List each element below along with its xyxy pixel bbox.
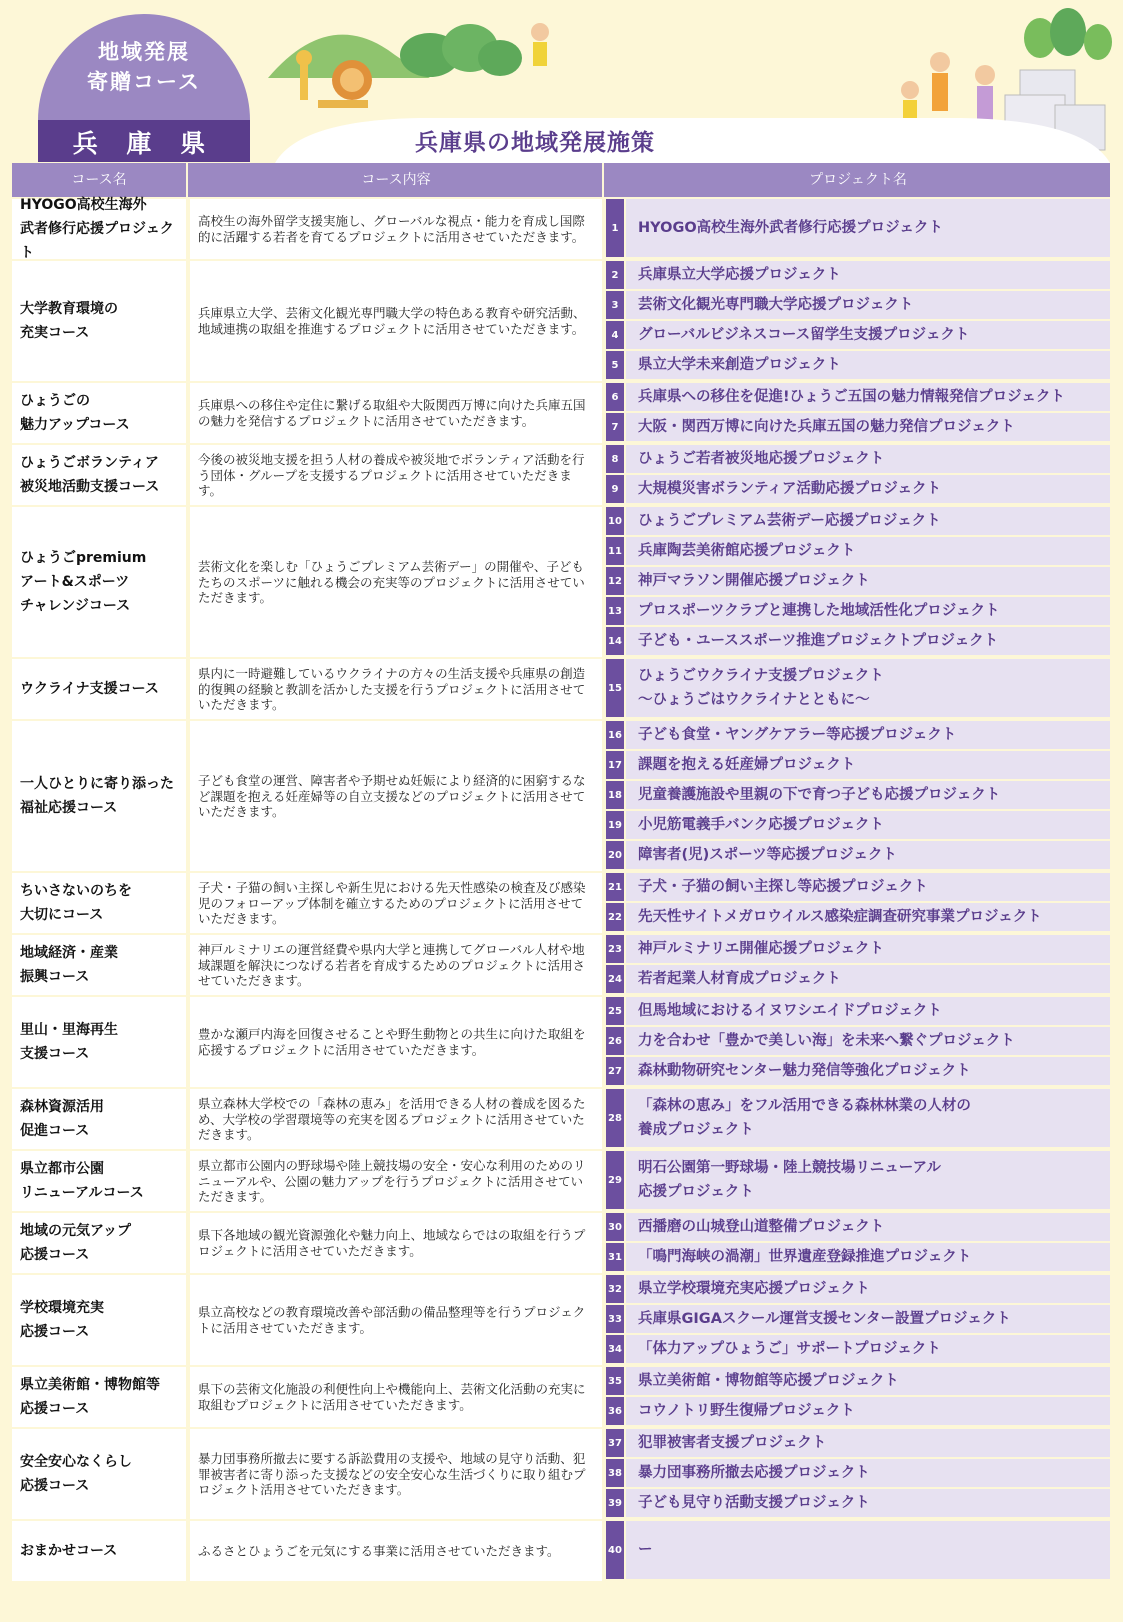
course-description: 暴力団事務所撤去に要する訴訟費用の支援や、地域の見守り活動、犯罪被害者に寄り添った支援などの安全安心な生活づくりに取り組むプロジェクト活用させていただきます。 [198,1450,586,1497]
person-illustration [531,23,549,41]
table-row [12,1275,1110,1367]
course-name-cell [12,383,188,443]
project-item [606,1275,1110,1303]
project-list [606,1213,1110,1273]
course-name: 一人ひとりに寄り添った 福祉応援コース [20,776,174,816]
project-item [606,841,1110,869]
mother-illustration [975,65,995,85]
project-name: 神戸マラソン開催応援プロジェクト [626,567,1110,595]
course-description: 高校生の海外留学支援実施し、グローバルな視点・能力を育成し国際的に活躍する若者を育てるプロジェクトに活用させていただきます。 [198,213,585,244]
course-name-cell [12,1275,188,1365]
project-name: 若者起業人材育成プロジェクト [626,965,1110,993]
project-name: ひょうごウクライナ支援プロジェクト 〜ひょうごはウクライナとともに〜 [626,659,1110,717]
table-row [12,383,1110,445]
course-name-cell [12,1521,188,1581]
course-description-cell [190,261,604,381]
project-item [606,873,1110,901]
course-description-cell [190,721,604,871]
project-number-badge: 28 [606,1089,624,1147]
badge-title-line1: 地域発展 [98,40,190,64]
course-name-cell [12,1089,188,1149]
project-name: 子ども見守り活動支援プロジェクト [626,1489,1110,1517]
course-name: 安全安心なくらし 応援コース [20,1454,132,1494]
project-item [606,1335,1110,1363]
project-item [606,321,1110,349]
course-name: 県立美術館・博物館等 応援コース [20,1377,160,1417]
project-number-badge: 3 [606,291,624,319]
table-row [12,1429,1110,1521]
project-name: プロスポーツクラブと連携した地域活性化プロジェクト [626,597,1110,625]
course-name-cell [12,1213,188,1273]
project-item [606,965,1110,993]
project-item [606,1489,1110,1517]
course-name: ひょうごpremium アート&スポーツ チャレンジコース [20,550,147,614]
project-number-badge: 21 [606,873,624,901]
project-name: ー [626,1521,1110,1579]
tree-illustration [1084,24,1112,60]
course-description: 県下各地域の観光資源強化や魅力向上、地域ならではの取組を行うプロジェクトに活用させていただきます。 [198,1227,586,1258]
project-item [606,903,1110,931]
project-number-badge: 8 [606,445,624,473]
project-name: 兵庫陶芸美術館応援プロジェクト [626,537,1110,565]
course-table [12,163,1110,1583]
project-name: 子ども食堂・ヤングケアラー等応援プロジェクト [626,721,1110,749]
course-name-cell [12,721,188,871]
course-description-cell [190,873,604,933]
project-number-badge: 34 [606,1335,624,1363]
badge-prefecture: 兵 庫 県 [72,129,216,158]
project-name: 小児筋電義手バンク応援プロジェクト [626,811,1110,839]
project-name: 児童養護施設や里親の下で育つ子ども応援プロジェクト [626,781,1110,809]
project-item [606,1213,1110,1241]
project-list [606,199,1110,259]
project-number-badge: 7 [606,413,624,441]
project-name: 但馬地域におけるイヌワシエイドプロジェクト [626,997,1110,1025]
table-row [12,261,1110,383]
course-description: 子ども食堂の運営、障害者や予期せぬ妊娠により経済的に困窮するなど課題を抱える妊産婦等の自立支援などのプロジェクトに活用させていただきます。 [198,772,586,819]
header-project-name: プロジェクト名 [809,172,907,188]
badge-title-line2: 寄贈コース [87,70,201,94]
course-description-cell [190,383,604,443]
page-title: 兵庫県の地域発展施策 [415,130,655,156]
project-name: 子ども・ユーススポーツ推進プロジェクトプロジェクト [626,627,1110,655]
course-name-cell [12,199,188,259]
project-name: 森林動物研究センター魅力発信等強化プロジェクト [626,1057,1110,1085]
page-header [0,0,1123,165]
project-item [606,1151,1110,1209]
project-name: 「鳴門海峡の渦潮」世界遺産登録推進プロジェクト [626,1243,1110,1271]
project-number-badge: 24 [606,965,624,993]
tree-illustration [478,40,522,76]
project-item [606,1305,1110,1333]
project-number-badge: 26 [606,1027,624,1055]
project-number-badge: 29 [606,1151,624,1209]
course-name-cell [12,1151,188,1211]
project-list [606,261,1110,381]
project-number-badge: 38 [606,1459,624,1487]
project-name: 県立学校環境充実応援プロジェクト [626,1275,1110,1303]
course-name-cell [12,873,188,933]
course-description: ふるさとひょうごを元気にする事業に活用させていただきます。 [198,1543,560,1559]
project-number-badge: 10 [606,507,624,535]
project-item [606,1057,1110,1085]
project-name: グローバルビジネスコース留学生支援プロジェクト [626,321,1110,349]
project-item [606,811,1110,839]
project-list [606,1275,1110,1365]
project-item [606,721,1110,749]
project-list [606,997,1110,1087]
project-name: 「森林の恵み」をフル活用できる森林林業の人材の 養成プロジェクト [626,1089,1110,1147]
course-description-cell [190,1213,604,1273]
course-description-cell [190,199,604,259]
project-name: 課題を抱える妊産婦プロジェクト [626,751,1110,779]
header-course-content: コース内容 [190,163,604,197]
project-name: 大阪・関西万博に向けた兵庫五国の魅力発信プロジェクト [626,413,1110,441]
project-name: 県立美術館・博物館等応援プロジェクト [626,1367,1110,1395]
course-description: 兵庫県への移住や定住に繋げる取組や大阪関西万博に向けた兵庫五国の魅力を発信するプロジェクトに活用させていただきます。 [198,397,586,428]
course-name: 地域の元気アップ 応援コース [20,1223,132,1263]
course-description: 神戸ルミナリエの運営経費や県内大学と連携してグローバル人材や地域課題を解決につなげる若者を育成するためのプロジェクトに活用させていただきます。 [198,941,586,988]
course-description: 県立高校などの教育環境改善や部活動の備品整理等を行うプロジェクトに活用させていただきます。 [198,1304,586,1335]
project-item [606,1459,1110,1487]
course-name: 学校環境充実 応援コース [20,1300,104,1340]
course-description-cell [190,1275,604,1365]
course-name-cell [12,935,188,995]
project-name: 兵庫県への移住を促進!ひょうご五国の魅力情報発信プロジェクト [626,383,1110,411]
project-list [606,507,1110,657]
project-name: HYOGO高校生海外武者修行応援プロジェクト [626,199,1110,257]
project-item [606,291,1110,319]
project-number-badge: 17 [606,751,624,779]
project-item [606,997,1110,1025]
course-description-cell [190,1151,604,1211]
project-number-badge: 9 [606,475,624,503]
table-row [12,1521,1110,1583]
course-name: ウクライナ支援コース [20,681,159,697]
project-list [606,659,1110,719]
course-description: 芸術文化を楽しむ「ひょうごプレミアム芸術デー」の開催や、子どもたちのスポーツに触れる機会の充実等のプロジェクトに活用させていただきます。 [198,558,585,605]
project-number-badge: 23 [606,935,624,963]
project-number-badge: 19 [606,811,624,839]
table-row [12,1089,1110,1151]
course-description-cell [190,445,604,505]
project-name: 子犬・子猫の飼い主探し等応援プロジェクト [626,873,1110,901]
course-description: 県下の芸術文化施設の利便性向上や機能向上、芸術文化活動の充実に取組むプロジェクトに活用させていただきます。 [198,1381,586,1412]
course-description-cell [190,1429,604,1519]
project-name: コウノトリ野生復帰プロジェクト [626,1397,1110,1425]
table-row [12,1213,1110,1275]
project-number-badge: 25 [606,997,624,1025]
project-item [606,659,1110,717]
project-number-badge: 6 [606,383,624,411]
project-number-badge: 18 [606,781,624,809]
project-item [606,597,1110,625]
project-name: 兵庫県GIGAスクール運営支援センター設置プロジェクト [626,1305,1110,1333]
course-description-cell [190,997,604,1087]
table-row [12,935,1110,997]
course-name: 大学教育環境の 充実コース [20,301,118,341]
project-number-badge: 16 [606,721,624,749]
project-list [606,445,1110,505]
project-list [606,383,1110,443]
project-name: 神戸ルミナリエ開催応援プロジェクト [626,935,1110,963]
project-item [606,413,1110,441]
project-item [606,351,1110,379]
project-item [606,445,1110,473]
project-item [606,751,1110,779]
project-item [606,507,1110,535]
project-number-badge: 39 [606,1489,624,1517]
course-description-cell [190,1367,604,1427]
project-list [606,1089,1110,1149]
fence-illustration [318,100,368,108]
project-number-badge: 14 [606,627,624,655]
project-number-badge: 4 [606,321,624,349]
project-number-badge: 35 [606,1367,624,1395]
project-name: 兵庫県立大学応援プロジェクト [626,261,1110,289]
table-row [12,1151,1110,1213]
course-description: 県内に一時避難しているウクライナの方々の生活支援や兵庫県の創造的復興の経験と教訓を活かした支援を行うプロジェクトに活用させていただきます。 [198,665,586,712]
project-number-badge: 12 [606,567,624,595]
project-number-badge: 5 [606,351,624,379]
course-name-cell [12,261,188,381]
course-description-cell [190,1521,604,1581]
project-number-badge: 22 [606,903,624,931]
project-item [606,199,1110,257]
tree-illustration [1050,8,1086,56]
project-item [606,1243,1110,1271]
table-row [12,997,1110,1089]
course-name-cell [12,507,188,657]
project-name: 障害者(児)スポーツ等応援プロジェクト [626,841,1110,869]
project-list [606,1367,1110,1427]
project-list [606,1521,1110,1581]
project-item [606,1027,1110,1055]
project-name: 「体力アップひょうご」サポートプロジェクト [626,1335,1110,1363]
project-number-badge: 36 [606,1397,624,1425]
course-name: 里山・里海再生 支援コース [20,1022,118,1062]
course-name-cell [12,659,188,719]
course-name-cell [12,1429,188,1519]
project-number-badge: 32 [606,1275,624,1303]
project-number-badge: 20 [606,841,624,869]
project-item [606,261,1110,289]
project-number-badge: 33 [606,1305,624,1333]
course-description-cell [190,1089,604,1149]
project-name: 県立大学未来創造プロジェクト [626,351,1110,379]
project-item [606,781,1110,809]
project-item [606,1429,1110,1457]
project-name: 西播磨の山城登山道整備プロジェクト [626,1213,1110,1241]
project-name: 明石公園第一野球場・陸上競技場リニューアル 応援プロジェクト [626,1151,1110,1209]
project-number-badge: 40 [606,1521,624,1579]
project-item [606,383,1110,411]
project-name: 先天性サイトメガロウイルス感染症調査研究事業プロジェクト [626,903,1110,931]
project-number-badge: 37 [606,1429,624,1457]
project-name: 力を合わせ「豊かで美しい海」を未来へ繋ぐプロジェクト [626,1027,1110,1055]
project-list [606,935,1110,995]
course-badge [38,14,250,162]
project-item [606,567,1110,595]
project-number-badge: 30 [606,1213,624,1241]
table-row [12,873,1110,935]
course-name-cell [12,445,188,505]
course-name-cell [12,1367,188,1427]
table-row [12,659,1110,721]
project-list [606,1151,1110,1211]
project-item [606,935,1110,963]
course-description: 県立森林大学校での「森林の恵み」を活用できる人材の養成を図るため、大学校の学習環境等の充実を図るプロジェクトに活用させていただきます。 [198,1095,586,1142]
project-number-badge: 13 [606,597,624,625]
course-name: ひょうごボランティア 被災地活動支援コース [20,455,160,495]
project-number-badge: 11 [606,537,624,565]
table-body [12,199,1110,1583]
course-description-cell [190,659,604,719]
project-list [606,873,1110,933]
project-number-badge: 31 [606,1243,624,1271]
table-row [12,721,1110,873]
project-item [606,537,1110,565]
table-row [12,1367,1110,1429]
table-row [12,445,1110,507]
course-description: 今後の被災地支援を担う人材の養成や被災地でボランティア活動を行う団体・グループを支援するプロジェクトに活用させていただきます。 [198,451,585,498]
project-item [606,475,1110,503]
course-description-cell [190,935,604,995]
project-number-badge: 2 [606,261,624,289]
project-item [606,1521,1110,1579]
course-name: 地域経済・産業 振興コース [20,945,118,985]
course-name-cell [12,997,188,1087]
table-row [12,507,1110,659]
course-name: HYOGO高校生海外 武者修行応援プロジェクト [20,197,174,261]
course-description: 豊かな瀬戸内海を回復させることや野生動物との共生に向けた取組を応援するプロジェクトに活用させていただきます。 [198,1026,586,1057]
project-name: 暴力団事務所撤去応援プロジェクト [626,1459,1110,1487]
project-number-badge: 1 [606,199,624,257]
course-name: 森林資源活用 促進コース [20,1099,104,1139]
father-illustration [930,52,950,72]
project-number-badge: 27 [606,1057,624,1085]
project-name: ひょうごプレミアム芸術デー応援プロジェクト [626,507,1110,535]
course-name: おまかせコース [20,1543,118,1559]
course-name: ちいさないのちを 大切にコース [20,883,132,923]
project-item [606,1397,1110,1425]
project-name: ひょうご若者被災地応援プロジェクト [626,445,1110,473]
course-description: 県立都市公園内の野球場や陸上競技場の安全・安心な利用のためのリニューアルや、公園の魅力アップを行うプロジェクトに活用させていただきます。 [198,1157,586,1204]
project-item [606,627,1110,655]
table-row [12,199,1110,261]
project-list [606,1429,1110,1519]
child-illustration [901,81,919,99]
header-course-name: コース名 [12,163,188,197]
project-item [606,1367,1110,1395]
course-description: 子犬・子猫の飼い主探しや新生児における先天性感染の検査及び感染児のフォローアップ体制を確立するためのプロジェクトに活用させていただきます。 [198,879,586,926]
project-item [606,1089,1110,1147]
project-name: 大規模災害ボランティア活動応援プロジェクト [626,475,1110,503]
project-number-badge: 15 [606,659,624,717]
course-description: 兵庫県立大学、芸術文化観光専門職大学の特色ある教育や研究活動、地域連携の取組を推進するプロジェクトに活用させていただきます。 [198,305,586,336]
course-name: ひょうごの 魅力アップコース [20,393,130,433]
project-list [606,721,1110,871]
course-description-cell [190,507,604,657]
project-name: 犯罪被害者支援プロジェクト [626,1429,1110,1457]
course-name: 県立都市公園 リニューアルコース [20,1161,144,1201]
project-name: 芸術文化観光専門職大学応援プロジェクト [626,291,1110,319]
